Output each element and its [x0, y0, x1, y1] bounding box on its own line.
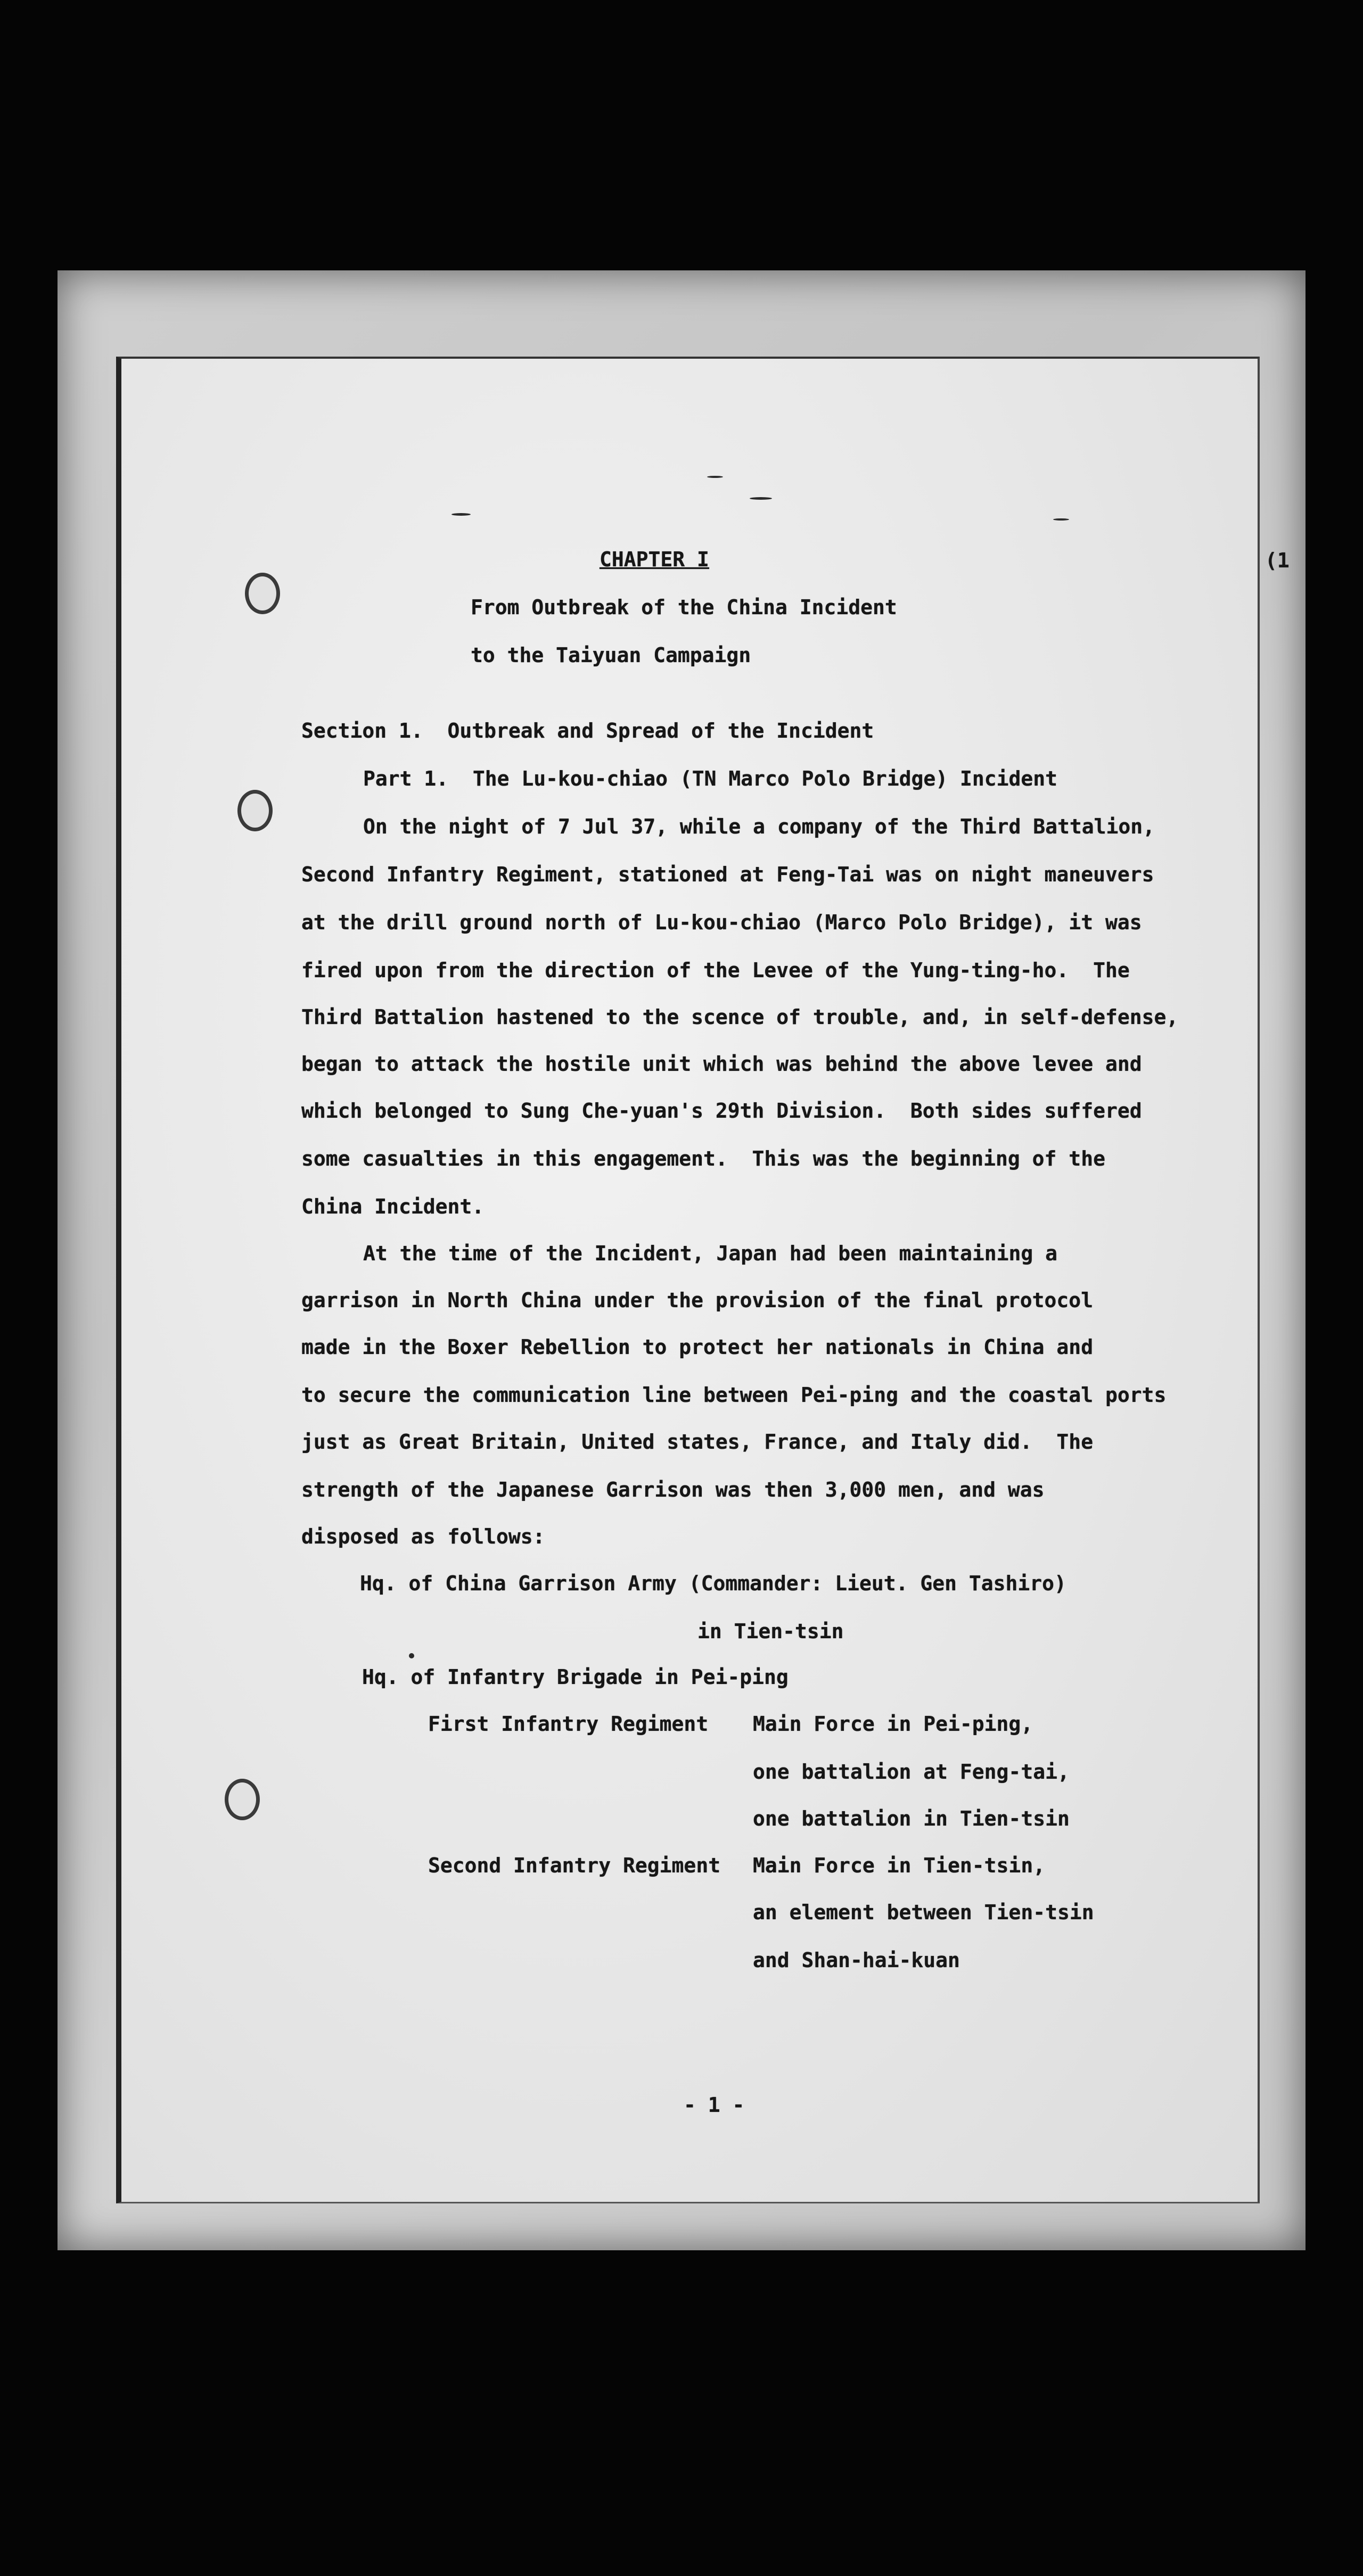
- regiment-name: First Infantry Regiment: [428, 1712, 709, 1736]
- paragraph-line: to secure the communication line between Pei-ping and the coastal ports: [301, 1383, 1167, 1407]
- paragraph-line: China Incident.: [301, 1195, 485, 1218]
- punch-hole-top: [245, 573, 280, 614]
- paragraph-line: made in the Boxer Rebellion to protect her nationals in China and: [301, 1335, 1094, 1359]
- punch-hole-middle: [237, 790, 273, 831]
- regiment-detail: an element between Tien-tsin: [753, 1901, 1094, 1924]
- ink-speck: [409, 1653, 414, 1658]
- chapter-title-line2: to the Taiyuan Campaign: [471, 643, 751, 667]
- ink-speck: [1053, 518, 1069, 521]
- paragraph-line: Second Infantry Regiment, stationed at Feng-Tai was on night maneuvers: [301, 863, 1154, 886]
- regiment-name: Second Infantry Regiment: [428, 1854, 721, 1877]
- hq-brigade: Hq. of Infantry Brigade in Pei-ping: [362, 1665, 789, 1689]
- hq-army-line2: in Tien-tsin: [697, 1620, 844, 1643]
- ink-speck: [750, 497, 772, 500]
- paragraph-line: disposed as follows:: [301, 1525, 545, 1548]
- paragraph-line: On the night of 7 Jul 37, while a company of the Third Battalion,: [363, 815, 1155, 838]
- regiment-detail: Main Force in Pei-ping,: [753, 1712, 1033, 1736]
- ink-speck: [451, 513, 471, 516]
- hq-army-line1: Hq. of China Garrison Army (Commander: Lieut. Gen Tashiro): [360, 1572, 1066, 1595]
- paragraph-line: At the time of the Incident, Japan had been maintaining a: [363, 1242, 1058, 1265]
- paragraph-line: Third Battalion hastened to the scence of trouble, and, in self-defense,: [301, 1005, 1179, 1029]
- paragraph-line: strength of the Japanese Garrison was then 3,000 men, and was: [301, 1478, 1045, 1501]
- chapter-label: CHAPTER I: [600, 548, 709, 571]
- regiment-detail: Main Force in Tien-tsin,: [753, 1854, 1046, 1877]
- chapter-title-line1: From Outbreak of the China Incident: [471, 596, 897, 619]
- paragraph-line: some casualties in this engagement. This was the beginning of the: [301, 1147, 1105, 1170]
- paragraph-line: just as Great Britain, United states, France, and Italy did. The: [301, 1430, 1094, 1454]
- section-heading: Section 1. Outbreak and Spread of the Incident: [301, 719, 874, 742]
- paragraph-line: which belonged to Sung Che-yuan's 29th Division. Both sides suffered: [301, 1099, 1142, 1122]
- ink-speck: [707, 476, 723, 478]
- regiment-detail: one battalion at Feng-tai,: [753, 1760, 1070, 1784]
- regiment-detail: one battalion in Tien-tsin: [753, 1807, 1070, 1830]
- document-page: [116, 357, 1290, 2203]
- paragraph-line: at the drill ground north of Lu-kou-chiao (Marco Polo Bridge), it was: [301, 911, 1142, 934]
- paragraph-line: began to attack the hostile unit which was behind the above levee and: [301, 1052, 1142, 1076]
- paragraph-line: fired upon from the direction of the Levee of the Yung-ting-ho. The: [301, 959, 1130, 982]
- regiment-detail: and Shan-hai-kuan: [753, 1948, 960, 1972]
- page-number-mark: (1: [1265, 549, 1290, 572]
- punch-hole-bottom: [225, 1779, 260, 1820]
- microfilm-frame: [58, 270, 1305, 2250]
- part-heading: Part 1. The Lu-kou-chiao (TN Marco Polo Bridge) Incident: [363, 767, 1058, 790]
- footer-page-number: - 1 -: [684, 2093, 745, 2117]
- paragraph-line: garrison in North China under the provision of the final protocol: [301, 1289, 1094, 1312]
